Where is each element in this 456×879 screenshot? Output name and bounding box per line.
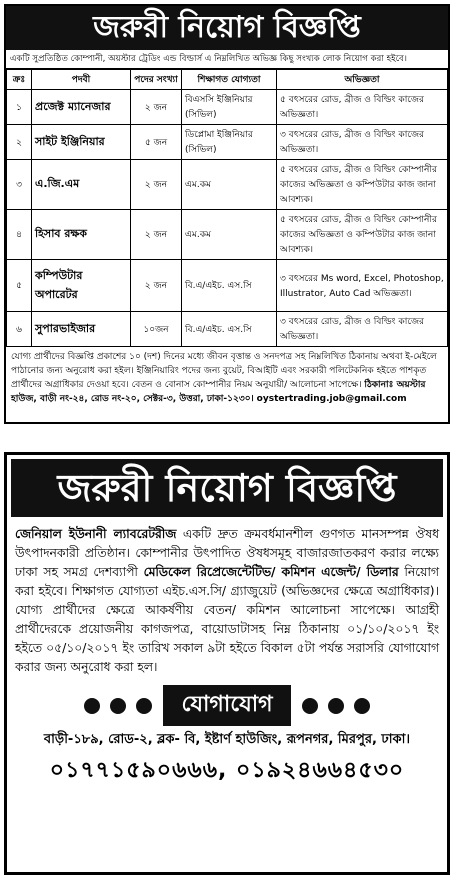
table-row [7, 312, 448, 347]
row-education: বি.এ/এইচ. এস.সি [182, 312, 277, 347]
row-education: বিএসসি ইঞ্জিনিয়ার (সিভিল) [182, 90, 277, 125]
positions-text: মেডিকেল রিপ্রেজেন্টেটিভ/ কমিশন এজেন্ট/ ডিলার [143, 565, 399, 579]
email-link[interactable]: oystertrading.job@gmail.com [256, 394, 407, 404]
body-text-1: একটি দ্রুত ক্রমবর্ধমানশীল গুণগত মানসম্পন্ন ঔষধ উৎপাদনকারী প্রতিষ্ঠান। কোম্পানীর উৎপাদিত ঔষধসমূহ বাজারজাতকরণ করার লক্ষ্যে ঢাকা সহ সমগ্র দেশব্যাপী [15, 527, 439, 579]
row-post: সাইট ইঞ্জিনিয়ার [32, 125, 131, 160]
row-serial: ৩ [7, 160, 32, 210]
row-experience: ৩ বৎসরের রোড, ব্রীজ ও বিল্ডিং কাজের অভিজ্ঞতা। [277, 125, 448, 160]
row-experience: ৩ বৎসরের Ms word, Excel, Photoshop, Illustrator, Auto Cad অভিজ্ঞতা। [277, 260, 448, 312]
row-serial: ৬ [7, 312, 32, 347]
table-row [7, 260, 448, 312]
row-education: এম.কম [182, 210, 277, 260]
row-post: প্রজেক্ট ম্যানেজার [32, 90, 131, 125]
bullet-icon [328, 698, 344, 714]
table-row [7, 160, 448, 210]
row-experience: ৩ বৎসরের রোড, ব্রীজ ও বিল্ডিং কাজের অভিজ্ঞতা। [277, 312, 448, 347]
row-count: ১০জন [131, 312, 182, 347]
footer-text: যোগ্য প্রার্থীদের বিজ্ঞপ্তি প্রকাশের ১০ (দশ) দিনের মধ্যে জীবন বৃত্তান্ত ও সনদপত্র সহ নিম্নলিখিত ঠিকানায় অথবা ই-মেইলে পাঠানোর জন্য অনুরোধ করা হইল। ইঞ্জিনিয়ারিং পদের জন্য বুয়েট, বিআইটি এবং সরকারী পলিটেকনিক হইতে পাশকৃত প্রার্থীদের অগ্রাধিকার দেওয়া হবে। বেতন ও বোনাস কোম্পানীর নিয়ম অনুযায়ী/ আলোচনা সাপেক্ষে। [11, 352, 437, 390]
row-experience: ৫ বৎসরের রোড, ব্রীজ ও বিল্ডিং কাজের অভিজ্ঞতা। [277, 90, 448, 125]
body-text-2: নিয়োগ করা হইবে। শিক্ষাগত যোগ্যতা এইচ.এস.সি/ গ্র্যাজুয়েট (অভিজ্ঞদের ক্ষেত্রে অগ্রাধিকার)। যোগ্য প্রার্থীদের ক্ষেত্রে আকর্ষণীয় বেতন/ কমিশন আলোচনা সাপেক্ষে। আগ্রহী প্রার্থীদেরকে প্রয়োজনীয় কাগজপত্র, বায়োডাটাসহ নিম্ন ঠিকানায় ০১/১০/২০১৭ ইং হইতে ০৫/১০/২০১৭ ইং তারিখ সকাল ৯টা হইতে বিকাল ৫টা পর্যন্ত সরাসরি যোগাযোগ করার জন্য অনুরোধ করা হল। [15, 565, 439, 674]
row-count: ২ জন [131, 260, 182, 312]
row-serial: ৫ [7, 260, 32, 312]
table-row [7, 210, 448, 260]
bullet-icon [302, 698, 318, 714]
row-experience: ৫ বৎসরের রোড, ব্রীজ ও বিল্ডিং কোম্পানীর কাজের অভিজ্ঞতা ও কম্পিউটার কাজ জানা আবশ্যক। [277, 210, 448, 260]
bullet-icon [354, 698, 370, 714]
row-serial: ১ [7, 90, 32, 125]
row-post: হিসাব রক্ষক [32, 210, 131, 260]
ad-body [7, 521, 447, 681]
row-education: ডিপ্লোমা ইঞ্জিনিয়ার (সিভিল) [182, 125, 277, 160]
bullet-icon [110, 698, 126, 714]
col-experience: অভিজ্ঞতা [277, 70, 448, 90]
table-row [7, 125, 448, 160]
ad-intro: একটি সুপ্রতিষ্ঠিত কোম্পানী, অয়স্টার ট্রেডিং এন্ড বিল্ডার্স এ নিম্নলিখিত অভিজ্ঞ কিছু সংখ্যক লোক নিয়োগ করা হইবে। [6, 50, 448, 69]
row-post: এ.জি.এম [32, 160, 131, 210]
table-header-row [7, 70, 448, 90]
row-serial: ২ [7, 125, 32, 160]
job-ad-genial [4, 452, 450, 875]
job-ad-oyster [4, 4, 450, 424]
col-serial: ক্রঃ [7, 70, 32, 90]
table-row [7, 90, 448, 125]
row-education: এম.কম [182, 160, 277, 210]
ad-title: জরুরী নিয়োগ বিজ্ঞপ্তি [11, 459, 443, 517]
positions-table [6, 69, 448, 347]
ad-title: জরুরী নিয়োগ বিজ্ঞপ্তি [6, 6, 448, 50]
ad-footer [6, 347, 448, 409]
footer-address: ঠিকানাঃ অয়স্টার হাউজ, বাড়ী নং-২৪, রোড নং-২০, সেক্টর-৩, উত্তরা, ঢাকা-১২৩০। [11, 380, 426, 404]
contact-phones[interactable]: ০১৭৭১৫৯০৬৬৬, ০১৯২৪৬৬৪৫৩০ [49, 758, 405, 783]
row-education: বি.এ/এইচ. এস.সি [182, 260, 277, 312]
contact-banner [7, 685, 447, 726]
bullet-icon [136, 698, 152, 714]
row-count: ৫ জন [131, 125, 182, 160]
row-count: ২ জন [131, 210, 182, 260]
col-post: পদবী [32, 70, 131, 90]
row-post: সুপারভাইজার [32, 312, 131, 347]
contact-label: যোগাযোগ [163, 685, 290, 726]
row-post: কম্পিউটার অপারেটর [32, 260, 131, 312]
row-count: ২ জন [131, 90, 182, 125]
row-serial: ৪ [7, 210, 32, 260]
col-education: শিক্ষাগত যোগ্যতা [182, 70, 277, 90]
col-count: পদের সংখ্যা [131, 70, 182, 90]
row-experience: ৫ বৎসরের রোড, ব্রীজ ও বিল্ডিং কোম্পানীর কাজের অভিজ্ঞতা ও কম্পিউটার কাজ জানা আবশ্যক। [277, 160, 448, 210]
bullet-icon [84, 698, 100, 714]
contact-address: বাড়ী-১৮৯, রোড-২, ব্লক- বি, ইষ্টার্ণ হাউজিং, রূপনগর, মিরপুর, ঢাকা। [43, 732, 411, 747]
row-count: ২ জন [131, 160, 182, 210]
company-name: জেনিয়াল ইউনানী ল্যাবরেটরীজ [15, 527, 177, 541]
